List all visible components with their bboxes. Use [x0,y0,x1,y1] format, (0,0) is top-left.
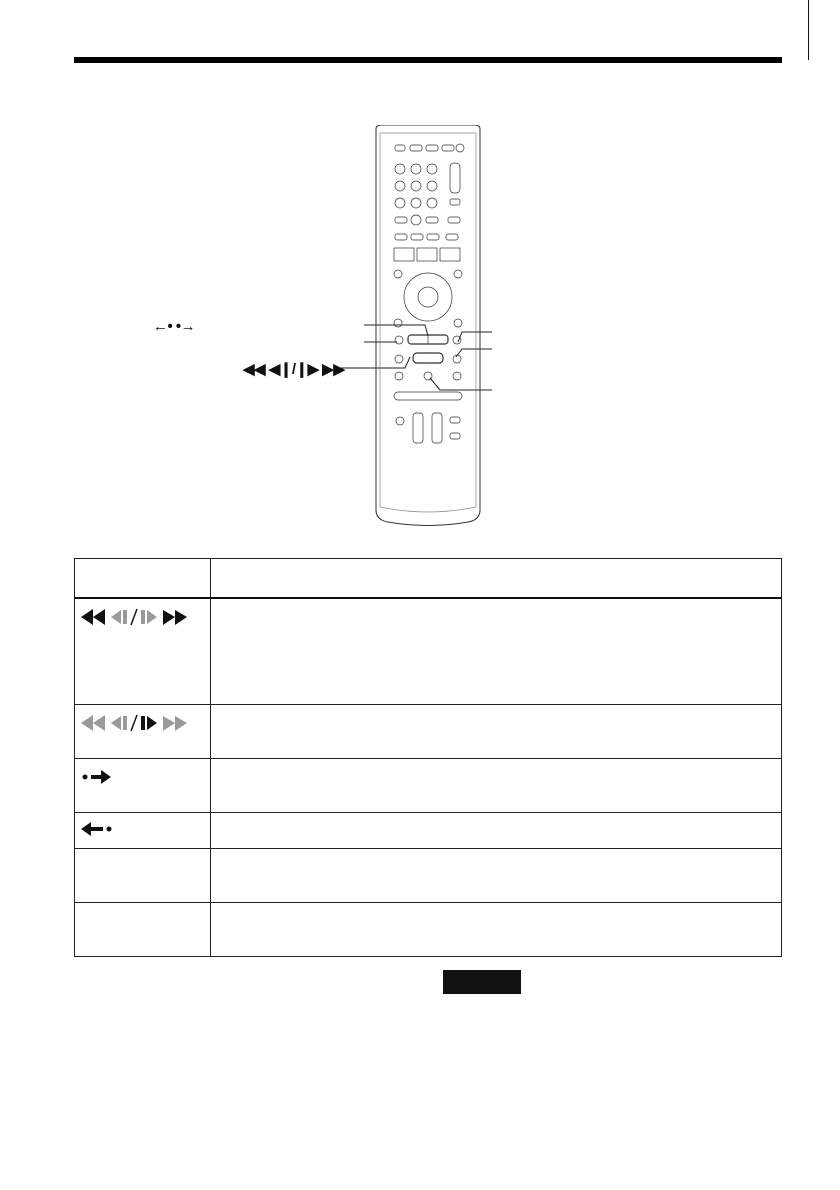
description-cell [211,704,782,758]
fast-rewind-slow-forward-icon [81,607,209,627]
header-cell-operation [211,559,782,599]
table-row [75,848,782,902]
symbol-cell [75,598,211,704]
note-badge [443,970,521,994]
symbol-cell [75,812,211,848]
table-row [75,902,782,956]
description-cell [211,848,782,902]
table-header-row [75,559,782,599]
scan-slow-label: ◀◀ ◀❙/❙▶ ▶▶ [243,361,345,378]
table-row [75,598,782,704]
description-cell [211,812,782,848]
table-row [75,812,782,848]
operations-table [74,558,782,957]
page-edge-tab [808,0,840,60]
instant-replay-advance-label: ←• •→ [153,318,196,335]
header-rule [74,57,782,63]
symbol-cell [75,848,211,902]
instant-replay-icon [81,819,121,839]
table-row [75,704,782,758]
symbol-cell [75,902,211,956]
symbol-cell [75,704,211,758]
remote-control-illustration [368,125,488,530]
header-cell-button [75,559,211,599]
slow-scan-icon [81,713,209,733]
description-cell [211,758,782,812]
table-row [75,758,782,812]
description-cell [211,598,782,704]
symbol-cell [75,758,211,812]
instant-advance-icon [81,767,121,787]
description-cell [211,902,782,956]
